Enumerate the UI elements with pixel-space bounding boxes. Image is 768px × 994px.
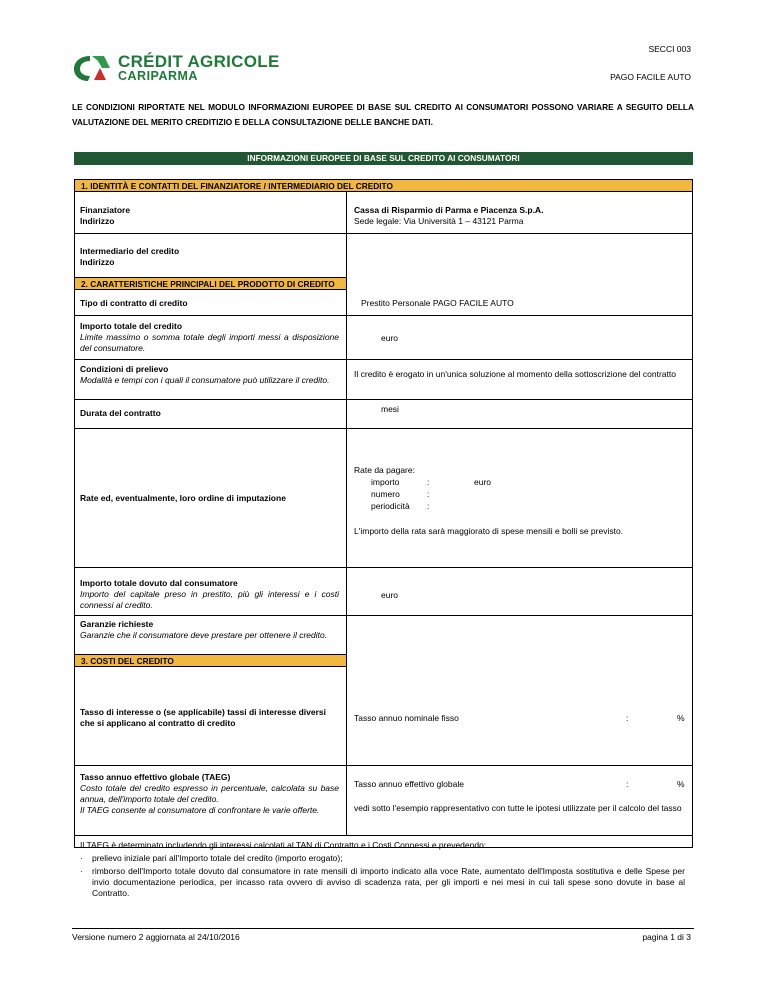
taeg-percent: % [677,779,685,789]
lender-value: Cassa di Risparmio di Parma e Piacenza S.p.A. [354,205,544,215]
address-label: Indirizzo [80,216,115,226]
version-text: Versione numero 2 aggiornata al 24/10/2016 [72,932,240,942]
withdrawal-desc: Modalità e tempi con i quali il consumatore può utilizzare il credito. [80,375,330,385]
installment-amount-label: importo [371,477,400,487]
bullet2-text: rimborso dell'Importo totale dovuto dal consumatore in rate mensili di importo indicato alla voce Rate, aumentato dell'Imposta sostitutiva e delle Spese per invio documentazione periodica, per incasso rata ovvero di avviso di scadenza rata, per gli importi e nei mesi in cui tali spese sono dovute in base al Contratto. [92,866,685,898]
lender-label: Finanziatore [80,205,131,215]
installments-label: Rate ed, eventualmente, loro ordine di imputazione [80,493,286,503]
total-amount-desc: Limite massimo o somma totale degli importi messi a disposizione del consumatore. [80,332,339,353]
total-amount-label: Importo totale del credito [80,321,183,331]
section2-header: 2. CARATTERISTICHE PRINCIPALI DEL PRODOTTO DI CREDITO [74,277,347,290]
installments-note: L'importo della rata sarà maggiorato di spese mensili e bolli se previsto. [354,526,624,536]
installment-amount-colon: : [427,477,430,487]
footer-divider [72,928,694,929]
taeg-explanation: Il TAEG è determinato includendo gli interessi calcolati al TAN di Contratto e i Costi Connessi e prevedendo: [80,840,487,850]
section3-header: 3. COSTI DEL CREDITO [74,654,347,667]
taeg-desc2: Il TAEG consente al consumatore di confrontare le varie offerte. [80,805,320,815]
installments-title: Rate da pagare: [354,465,415,475]
taeg-note: vedi sotto l'esempio rappresentativo con tutte le ipotesi utilizzate per il calcolo del tasso [354,803,682,813]
intermediary-address-label: Indirizzo [80,257,115,267]
withdrawal-label: Condizioni di prelievo [80,364,169,374]
contract-type-value: Prestito Personale PAGO FACILE AUTO [361,298,514,308]
credit-agricole-logo-icon [72,52,112,84]
interest-colon: : [626,713,629,723]
logo-line2: CARIPARMA [118,69,198,83]
taeg-label: Tasso annuo effettivo globale (TAEG) [80,772,231,782]
address-value: Sede legale: Via Università 1 – 43121 Parma [354,216,524,226]
section1-header: 1. IDENTITÀ E CONTATTI DEL FINANZIATORE / INTERMEDIARIO DEL CREDITO [74,179,693,192]
installment-currency: euro [474,477,492,487]
total-due-desc: Importo del capitale preso in prestito, più gli interessi e i costi connessi al credito. [80,589,339,610]
product-code: PAGO FACILE AUTO [610,72,691,82]
intermediary-label: Intermediario del credito [80,246,180,256]
total-amount-value: euro [381,333,399,343]
guarantees-desc: Garanzie che il consumatore deve prestare per ottenere il credito. [80,630,328,640]
page-number: pagina 1 di 3 [642,932,691,942]
taeg-value: Tasso annuo effettivo globale [354,779,464,789]
installment-periodicity-label: periodicità [371,501,410,511]
duration-value: mesi [381,404,399,414]
total-due-label: Importo totale dovuto dal consumatore [80,578,238,588]
duration-label: Durata del contratto [80,408,161,418]
total-due-value: euro [381,590,399,600]
interest-value: Tasso annuo nominale fisso [354,713,459,723]
bullet1-text: prelievo iniziale pari all'Importo totale del credito (importo erogato); [92,853,343,863]
taeg-colon: : [626,779,629,789]
bullet2-mark: · [80,866,83,876]
taeg-desc: Costo totale del credito espresso in percentuale, calcolata su base annua, dell'importo totale del credito. [80,783,339,804]
interest-percent: % [677,713,685,723]
bank-logo [72,52,312,86]
withdrawal-value: Il credito è erogato in un'unica soluzione al momento della sottoscrizione del contratto [354,369,676,379]
installment-number-colon: : [427,489,430,499]
contract-type-label: Tipo di contratto di credito [80,298,188,308]
notice-text: LE CONDIZIONI RIPORTATE NEL MODULO INFORMAZIONI EUROPEE DI BASE SUL CREDITO AI CONSUMATORI POSSONO VARIARE A SEGUITO DELLA VALUTAZIONE DEL MERITO CREDITIZIO E DELLA CONSULTAZIONE DELLE BANCHE DATI. [72,102,694,127]
installment-number-label: numero [371,489,400,499]
interest-label: Tasso di interesse o (se applicabile) tassi di interesse diversi che si applicano al contratto di credito [80,707,326,728]
logo-line1: CRÉDIT AGRICOLE [118,52,280,71]
main-title: INFORMAZIONI EUROPEE DI BASE SUL CREDITO AI CONSUMATORI [74,152,693,165]
doc-code: SECCI 003 [648,44,691,54]
installment-periodicity-colon: : [427,501,430,511]
guarantees-label: Garanzie richieste [80,619,154,629]
bullet1-mark: · [80,853,83,863]
